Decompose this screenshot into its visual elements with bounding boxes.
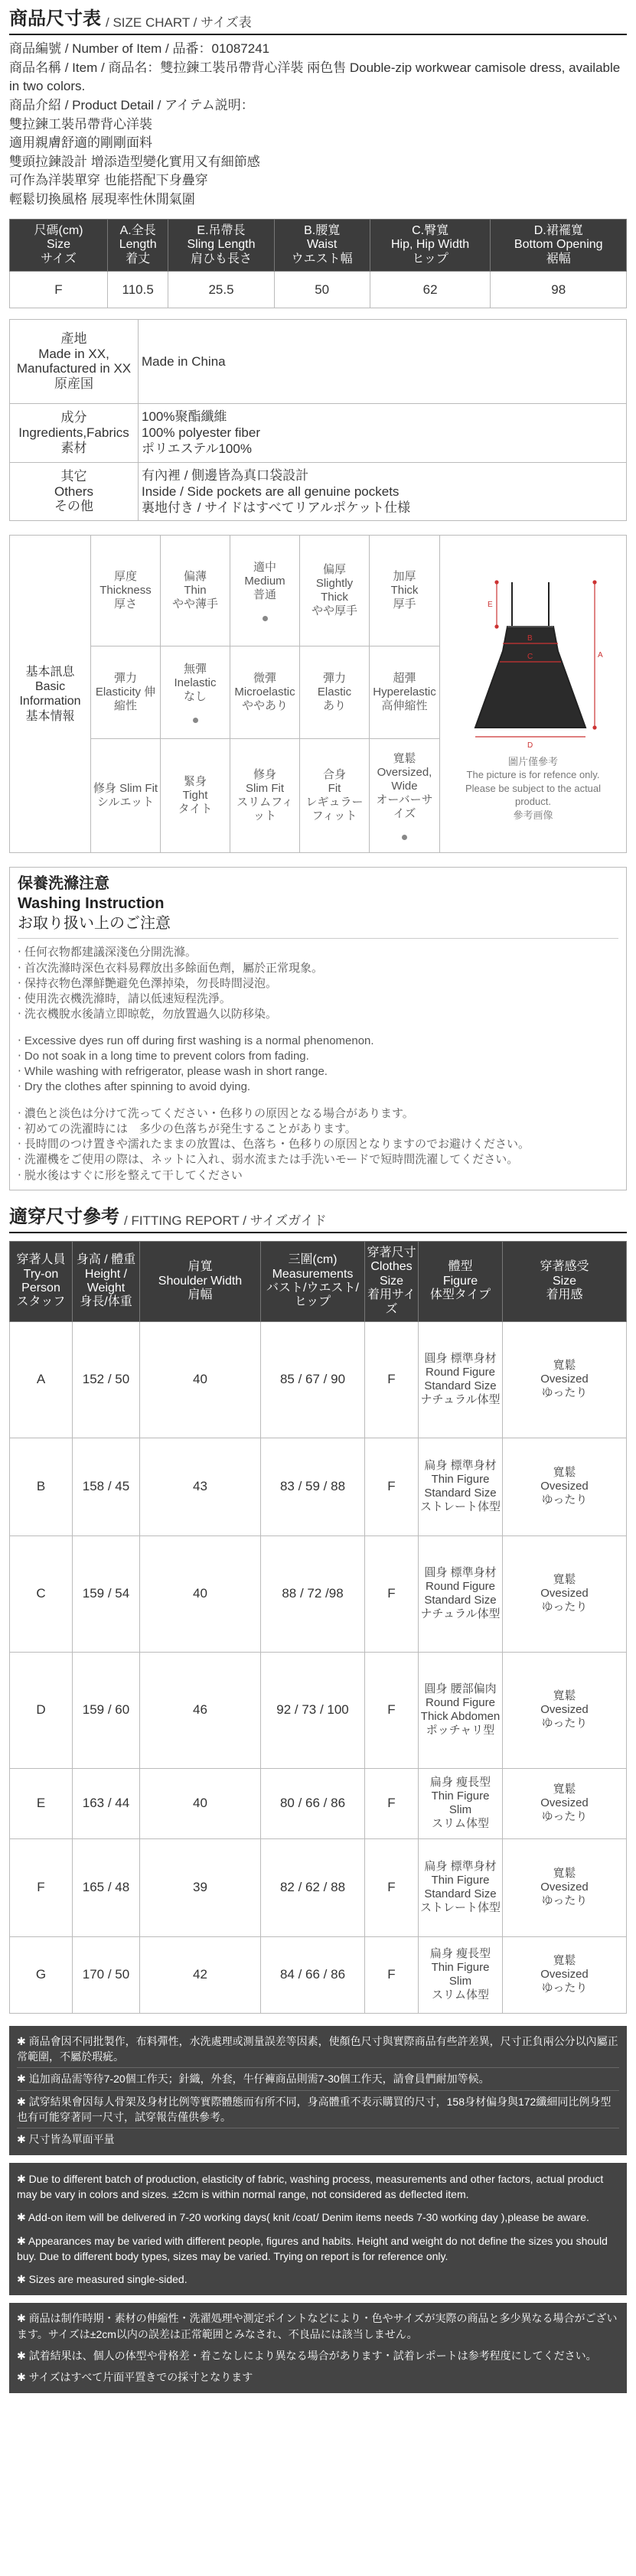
elasticity-option [300,646,370,738]
origin-label: 產地 Made in XX, Manufactured in XX 原産国 [10,319,139,403]
size-chart-subtitle: / SIZE CHART / サイズ表 [106,15,252,30]
washing-title-zh: 保養洗滌注意 [18,875,109,893]
elasticity-label: 彈力 Elasticity 伸縮性 [91,646,161,738]
sling-length-header: E.吊帶長 Sling Length 肩ひも長さ [168,219,274,271]
option-label: 適中 Medium 普通 [244,560,285,601]
figure-cell: 圓身 腰部偏肉 Round Figure Thick Abdomen ポッチャリ型 [419,1652,503,1768]
list-item: ‧ 脱水後はすぐに形を整えて干してください [18,1168,243,1182]
info-table [9,319,627,522]
table-row [10,319,627,403]
list-item: ‧ 洗濯機をご使用の際は、ネットに入れ、弱水流または手洗いモードで短時間洗濯してください。 [18,1153,519,1167]
list-item: ‧ 初めての洗濯時には 多少の色落ちが発生することがあります。 [18,1122,357,1135]
bottom-opening-cell: 98 [491,271,627,308]
slim-fit-option [300,739,370,852]
washing-list-en [18,1034,618,1096]
thickness-label: 厚度 Thickness 厚さ [91,536,161,646]
height-weight-cell: 158 / 45 [73,1438,140,1536]
fabric-info-block [9,535,627,853]
slim-fit-option [370,739,439,852]
note-item: ✱ Due to different batch of production, elasticity of fabric, washing process, measurements and other factors, actual product may be vary in colors and sizes. ±2cm is within normal range, not considered as deflected item. [17,2172,604,2200]
height-weight-cell: 165 / 48 [73,1838,140,1936]
slim-fit-label: 修身 Slim Fit シルエット [91,739,161,852]
table-row [10,1652,627,1768]
size-header: 尺碼(cm) Size サイズ [10,219,108,271]
size-cell: F [365,1321,419,1438]
others-label: 其它 Others その他 [10,462,139,521]
ingredients-label: 成分 Ingredients,Fabrics 素材 [10,403,139,462]
thickness-option [370,536,439,646]
basic-info-label: 基本訊息 Basic Information 基本情報 [10,536,91,852]
list-item: ‧ 任何衣物都建議深淺色分開洗滌。 [18,946,197,959]
fitting-table [9,1241,627,2014]
note-item: ✱ 商品會因不同批製作，布料彈性，水洗處理或測量誤差等因素，使顏色尺寸與實際商品有些許差異，尺寸正負兩公分以內屬正常範圍，不屬於瑕疵。 [17,2031,619,2069]
person-cell: B [10,1438,73,1536]
svg-text:C: C [527,652,533,661]
origin-value: Made in China [139,319,627,403]
size-table [9,219,627,308]
hip-header: C.臀寬 Hip, Hip Width ヒップ [370,219,491,271]
product-detail-line: 可作為洋裝單穿 也能搭配下身疊穿 [9,173,208,188]
product-detail-label: 商品介紹 / Product Detail / アイテム説明： [9,97,254,112]
svg-text:B: B [527,633,533,643]
fitting-heading [9,1206,627,1233]
feel-cell: 寬鬆 Ovesized ゆったり [503,1321,627,1438]
size-chart-heading [9,8,627,35]
feel-cell: 寬鬆 Ovesized ゆったり [503,1438,627,1536]
feel-cell: 寬鬆 Ovesized ゆったり [503,1936,627,2013]
svg-text:D: D [527,741,533,750]
size-cell: F [365,1652,419,1768]
table-row [10,1536,627,1652]
list-item: ‧ 保持衣物色澤鮮艷避免色澤掉染，勿長時間浸泡。 [18,976,277,990]
waist-cell: 50 [274,271,370,308]
list-item: ‧ While washing with refrigerator, please wash in short range. [18,1065,328,1079]
list-item: ‧ Do not soak in a long time to prevent colors from fading. [18,1049,309,1063]
washing-list-zh [18,945,618,1022]
product-detail-line: 適用親膚舒適的剛剛面料 [9,135,152,151]
feel-cell: 寬鬆 Ovesized ゆったり [503,1838,627,1936]
size-cell: F [10,271,108,308]
figure-cell: 扁身 瘦長型 Thin Figure Slim スリム体型 [419,1936,503,2013]
shoulder-cell: 42 [140,1936,261,2013]
dress-diagram-icon [457,567,610,751]
measurements-cell: 88 / 72 /98 [261,1536,365,1652]
note-item: ✱ 商品は制作時期・素材の伸縮性・洗濯処理や測定ポイントなどにより・色やサイズが実際の商品と多少異なる場合がございます。サイズは±2cm以内の誤差は正常範囲とみなされ、不良品には該当しません。 [17,2312,618,2340]
thickness-option [230,536,300,646]
person-cell: E [10,1768,73,1838]
product-detail-line: 雙拉鍊工裝吊帶背心洋裝 [9,116,152,132]
measurements-cell: 83 / 59 / 88 [261,1438,365,1536]
washing-title-en: Washing Instruction [18,895,165,913]
note-item: ✱ Appearances may be varied with different people, figures and habits. Height and weight do not define the sizes you should buy. Due to different body types, sizes may be varied. Trying on report is for reference only. [17,2234,608,2262]
others-value: 有內裡 / 側邊皆為真口袋設計 Inside / Side pockets are all genuine pockets 裏地付き / サイドはすべてリアルポケット仕様 [139,462,627,521]
product-meta [9,40,627,210]
shoulder-cell: 43 [140,1438,261,1536]
shoulder-cell: 40 [140,1536,261,1652]
length-cell: 110.5 [108,271,168,308]
bottom-opening-header: D.裙襬寬 Bottom Opening 裾幅 [491,219,627,271]
person-cell: A [10,1321,73,1438]
slim-fit-option [230,739,300,852]
washing-instruction [9,867,627,1190]
item-number: 商品編號 / Number of Item / 品番：01087241 [9,41,270,56]
product-detail-line: 雙頭拉鍊設計 增添造型變化實用又有細節感 [9,154,260,169]
washing-list-ja [18,1106,618,1184]
shoulder-cell: 40 [140,1321,261,1438]
figure-cell: 圓身 標準身材 Round Figure Standard Size ナチュラル体型 [419,1321,503,1438]
ingredients-value: 100%聚酯纖維 100% polyester fiber ポリエステル100% [139,403,627,462]
person-cell: D [10,1652,73,1768]
height-weight-cell: 159 / 54 [73,1536,140,1652]
list-item: ‧ 使用洗衣機洗滌時，請以低速短程洗淨。 [18,992,231,1006]
option-label: 彈力 Elastic あり [317,672,352,713]
thickness-option [161,536,230,646]
note-item: ✱ 追加商品需等待7-20個工作天；針織，外套，牛仔褲商品則需7-30個工作天，請會員們耐加等候。 [17,2068,619,2090]
selected-dot-icon [193,718,198,723]
measurements-cell: 85 / 67 / 90 [261,1321,365,1438]
table-row [10,403,627,462]
product-detail-line: 輕鬆切換風格 展現率性休閒氣圍 [9,192,195,207]
elasticity-option [230,646,300,738]
svg-text:E: E [487,600,493,609]
note-item: ✱ Add-on item will be delivered in 7-20 working days( knit /coat/ Denim items needs 7-30 working day ),please be aware. [17,2211,589,2224]
option-label: 偏薄 Thin やや薄手 [171,570,218,611]
size-cell: F [365,1438,419,1536]
option-label: 超彈 Hyperelastic 高伸縮性 [373,672,436,713]
note-item: ✱ 尺寸皆為單面平量 [17,2133,115,2146]
feel-cell: 寬鬆 Ovesized ゆったり [503,1652,627,1768]
height-weight-cell: 170 / 50 [73,1936,140,2013]
fitting-table-body [10,1321,627,2013]
option-label: 寬鬆 Oversized, Wide オーバーサイズ [376,751,433,820]
size-cell: F [365,1536,419,1652]
measurements-cell: 82 / 62 / 88 [261,1838,365,1936]
notes-zh [9,2026,627,2155]
size-cell: F [365,1768,419,1838]
notes-ja [9,2303,627,2392]
note-item: ✱ サイズはすべて片面平置きでの採寸となります [17,2371,253,2384]
item-name: 商品名稱 / Item / 商品名：雙拉鍊工裝吊帶背心洋裝 兩色售 Double-zip workwear camisole dress, available in two colors. [9,60,621,94]
height-weight-header: 身高 / 體重 Height / Weight 身長/体重 [73,1241,140,1321]
size-cell: F [365,1838,419,1936]
slim-fit-option [161,739,230,852]
figure-note: 圖片僅參考 The picture is for refence only. Please be subject to the actual product. 參考画像 [465,755,602,821]
figure-header: 體型 Figure 体型タイプ [419,1241,503,1321]
option-label: 緊身 Tight タイト [178,775,213,816]
fabric-row-elasticity [91,646,439,739]
table-row [10,1838,627,1936]
size-chart-title: 商品尺寸表 [9,8,101,29]
shoulder-cell: 40 [140,1768,261,1838]
garment-figure [440,536,626,852]
fitting-subtitle: / FITTING REPORT / サイズガイド [124,1213,327,1228]
list-item: ‧ 長時間のつけ置きや濡れたままの放置は、色落ち・色移りの原因となりますのでお避けください。 [18,1138,530,1151]
height-weight-cell: 159 / 60 [73,1652,140,1768]
shoulder-width-header: 肩寬 Shoulder Width 肩幅 [140,1241,261,1321]
table-row [10,462,627,521]
length-header: A.全長 Length 着丈 [108,219,168,271]
washing-title-ja: お取り扱い上のご注意 [18,915,171,933]
height-weight-cell: 152 / 50 [73,1321,140,1438]
option-label: 加厚 Thick 厚手 [390,570,419,611]
note-item: ✱ 試穿結果會因每人骨架及身材比例等實際體態而有所不同，身高體重不表示購買的尺寸，158身材偏身與172纖細同比例身型也有可能穿著同一尺寸，試穿報告僅供參考。 [17,2091,619,2129]
try-on-person-header: 穿著人員 Try-on Person スタッフ [10,1241,73,1321]
list-item: ‧ Dry the clothes after spinning to avoid dying. [18,1080,251,1094]
table-row [10,1768,627,1838]
height-weight-cell: 163 / 44 [73,1768,140,1838]
fabric-row-thickness [91,536,439,646]
list-item: ‧ Excessive dyes run off during first washing is a normal phenomenon. [18,1034,374,1047]
elasticity-option [370,646,439,738]
list-item: ‧ 濃色と淡色は分けて洗ってください・色移りの原因となる場合があります。 [18,1106,414,1120]
measurements-cell: 84 / 66 / 86 [261,1936,365,2013]
table-row [10,1321,627,1438]
washing-title [18,874,618,939]
selected-dot-icon [402,835,407,840]
person-cell: C [10,1536,73,1652]
person-cell: G [10,1936,73,2013]
option-label: 合身 Fit レギュラーフィット [305,768,364,823]
svg-text:A: A [597,650,603,659]
shoulder-cell: 46 [140,1652,261,1768]
size-cell: F [365,1936,419,2013]
feel-header: 穿著感受 Size 着用感 [503,1241,627,1321]
list-item: ‧ 首次洗滌時深色衣料易釋放出多餘面色劑，屬於正常現象。 [18,961,323,975]
measurements-cell: 92 / 73 / 100 [261,1652,365,1768]
waist-header: B.腰寬 Waist ウエスト幅 [274,219,370,271]
note-item: ✱ Sizes are measured single-sided. [17,2273,188,2286]
hip-cell: 62 [370,271,491,308]
fabric-grid [91,536,440,852]
clothes-size-header: 穿著尺寸 Clothes Size 着用サイズ [365,1241,419,1321]
shoulder-cell: 39 [140,1838,261,1936]
figure-cell: 圓身 標準身材 Round Figure Standard Size ナチュラル体型 [419,1536,503,1652]
option-label: 無彈 Inelastic なし [174,662,217,703]
selected-dot-icon [263,616,268,621]
option-label: 微彈 Microelastic ややあり [234,672,295,713]
option-label: 偏厚 Slightly Thick やや厚手 [311,563,357,618]
fitting-title: 適穿尺寸參考 [9,1206,119,1227]
table-row [10,1936,627,2013]
measurements-header: 三圍(cm) Measurements バスト/ウエスト/ヒップ [261,1241,365,1321]
elasticity-option [161,646,230,738]
figure-cell: 扁身 標準身材 Thin Figure Standard Size ストレート体型 [419,1438,503,1536]
thickness-option [300,536,370,646]
table-row [10,271,627,308]
product-detail-page [0,8,636,2393]
feel-cell: 寬鬆 Ovesized ゆったり [503,1768,627,1838]
list-item: ‧ 洗衣機脫水後請立即晾乾，勿放置過久以防移染。 [18,1008,277,1021]
person-cell: F [10,1838,73,1936]
figure-cell: 扁身 瘦長型 Thin Figure Slim スリム体型 [419,1768,503,1838]
note-item: ✱ 試着結果は、個人の体型や骨格差・着こなしにより異なる場合があります・試着レポートは参考程度にしてください。 [17,2350,597,2363]
sling-length-cell: 25.5 [168,271,274,308]
fabric-row-slim-fit [91,739,439,852]
feel-cell: 寬鬆 Ovesized ゆったり [503,1536,627,1652]
option-label: 修身 Slim Fit スリムフィット [236,768,293,823]
table-row [10,1438,627,1536]
measurements-cell: 80 / 66 / 86 [261,1768,365,1838]
figure-cell: 扁身 標準身材 Thin Figure Standard Size ストレート体型 [419,1838,503,1936]
notes-en [9,2163,627,2296]
